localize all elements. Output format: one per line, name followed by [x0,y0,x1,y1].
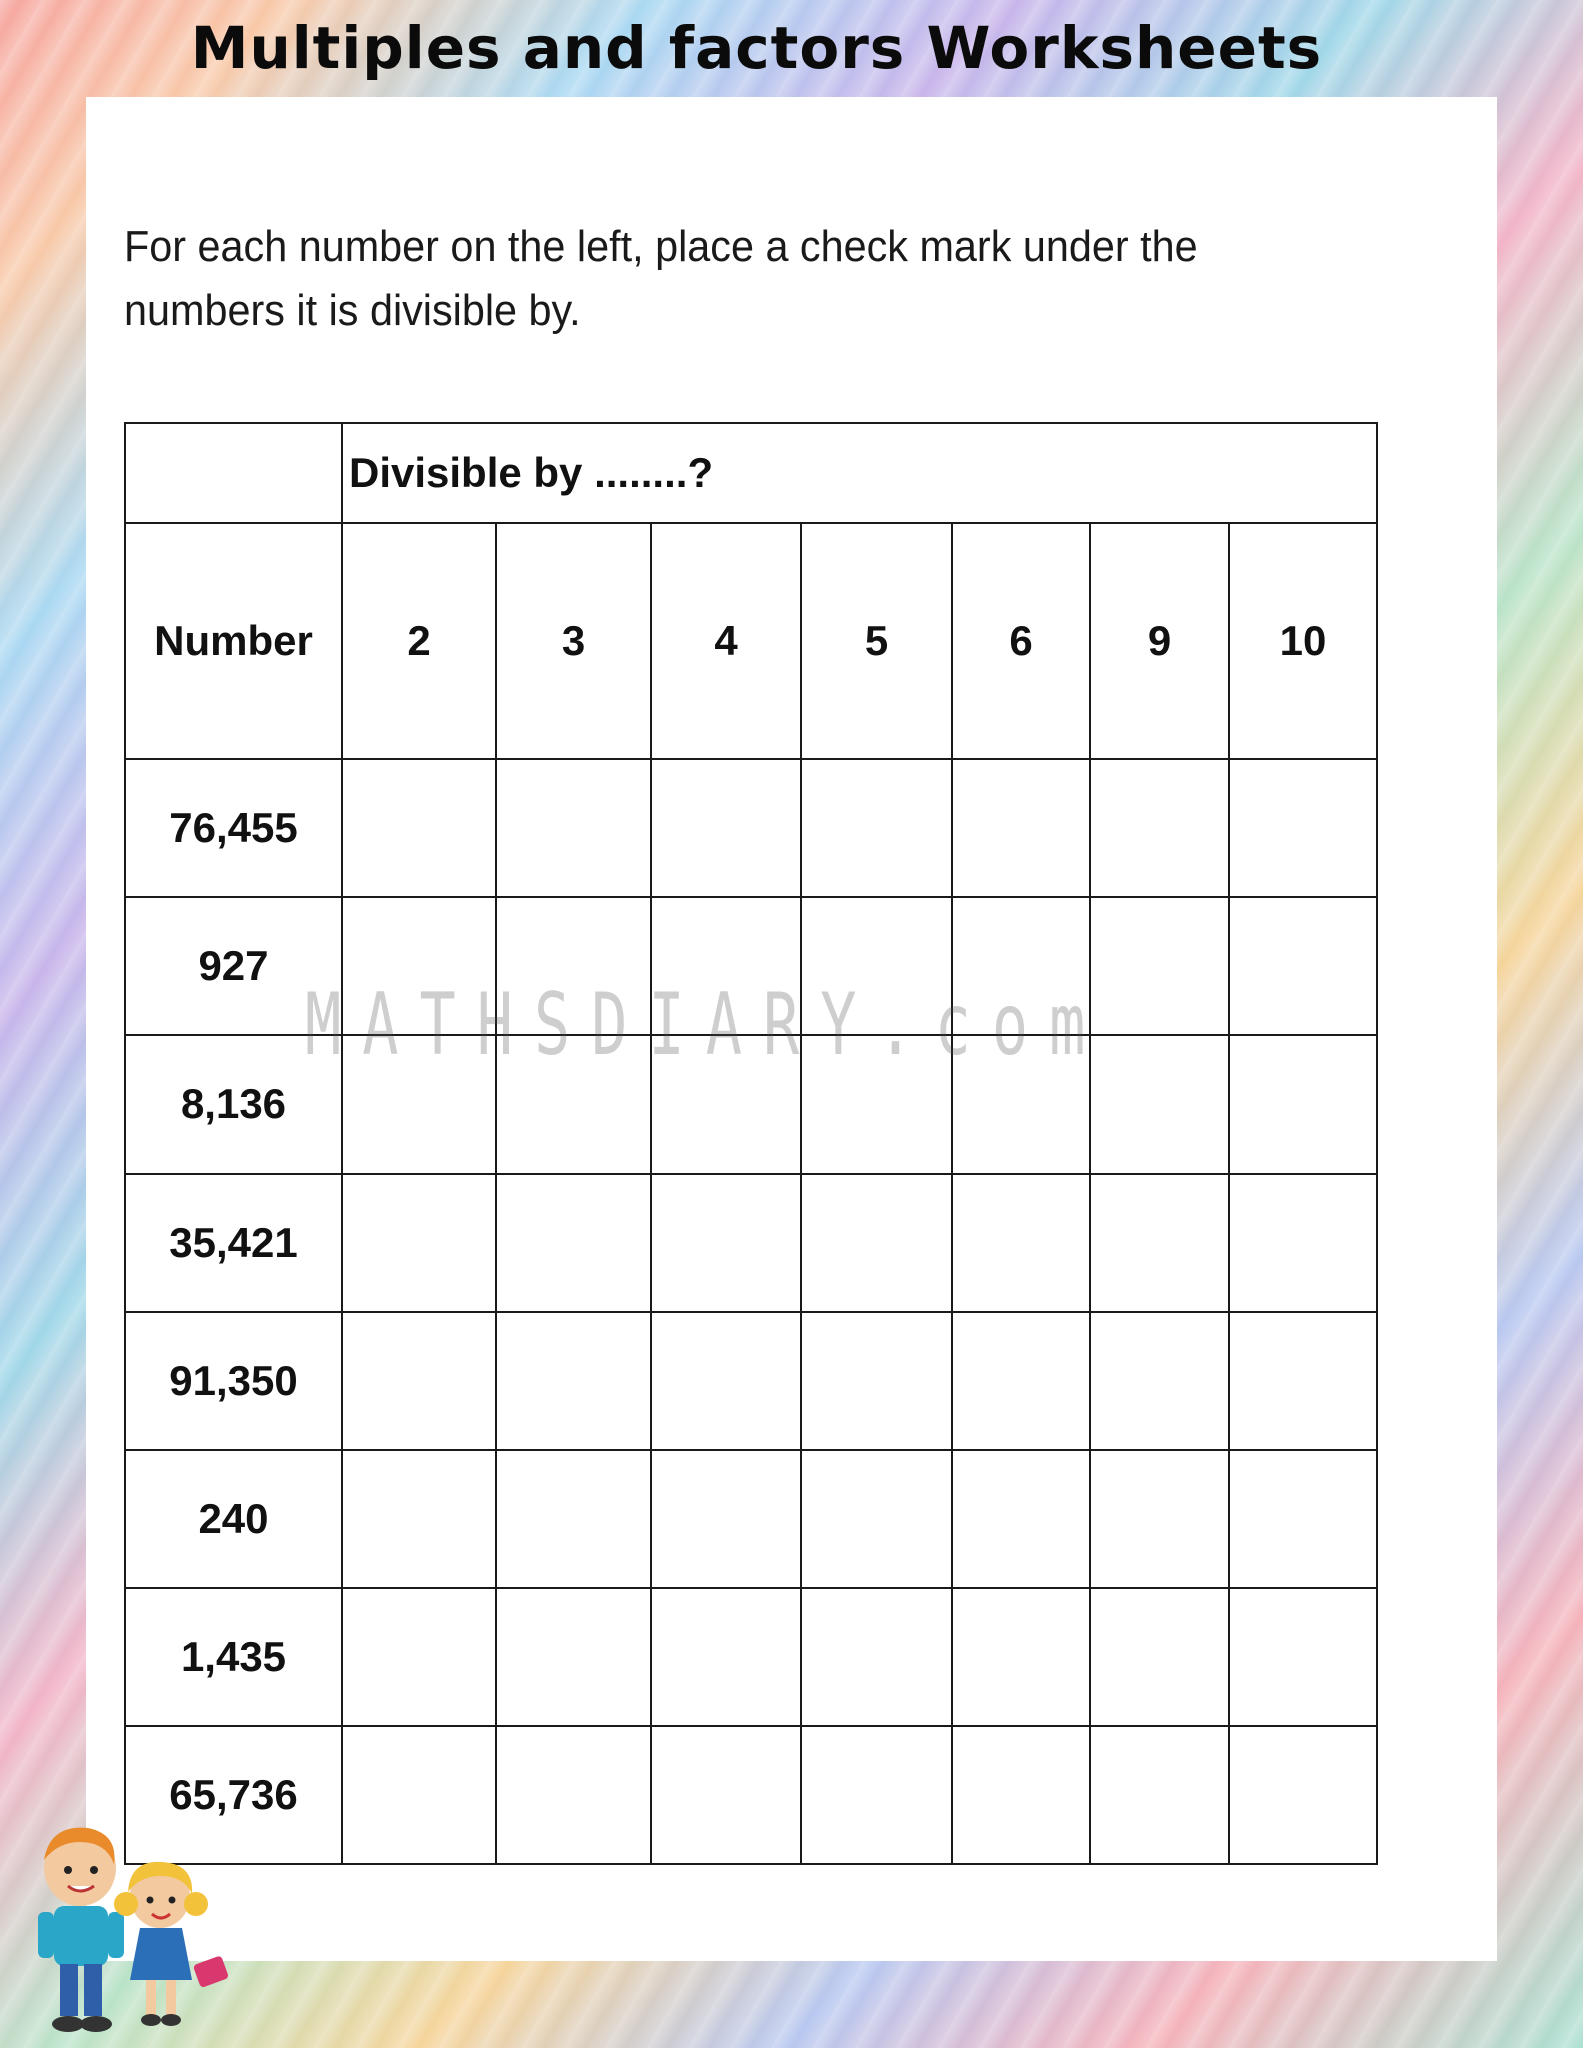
check-cell[interactable] [496,1174,651,1312]
check-cell[interactable] [496,1726,651,1864]
check-cell[interactable] [1090,897,1229,1035]
check-cell[interactable] [496,1588,651,1726]
table-row [125,1174,1377,1312]
worksheet-sheet [86,97,1497,1961]
check-cell[interactable] [496,1312,651,1450]
check-cell[interactable] [1229,1588,1377,1726]
check-cell[interactable] [1229,1726,1377,1864]
check-cell[interactable] [1090,1035,1229,1173]
divisor-header: 4 [651,523,801,759]
table-row [125,1450,1377,1588]
boy-figure [38,1828,124,2032]
number-cell: 76,455 [125,759,342,897]
table-row [125,897,1377,1035]
check-cell[interactable] [1229,1174,1377,1312]
divisor-header: 10 [1229,523,1377,759]
check-cell[interactable] [952,1174,1090,1312]
table-row [125,1588,1377,1726]
check-cell[interactable] [342,897,496,1035]
check-cell[interactable] [1229,759,1377,897]
check-cell[interactable] [952,1450,1090,1588]
check-cell[interactable] [651,1450,801,1588]
check-cell[interactable] [952,1312,1090,1450]
check-cell[interactable] [1090,759,1229,897]
kids-illustration [10,1820,240,2048]
check-cell[interactable] [496,1450,651,1588]
divisor-header: 9 [1090,523,1229,759]
number-cell: 927 [125,897,342,1035]
table-row [125,1726,1377,1864]
check-cell[interactable] [651,897,801,1035]
check-cell[interactable] [496,1035,651,1173]
check-cell[interactable] [651,1726,801,1864]
number-cell: 91,350 [125,1312,342,1450]
check-cell[interactable] [952,897,1090,1035]
number-cell: 1,435 [125,1588,342,1726]
check-cell[interactable] [801,1588,952,1726]
check-cell[interactable] [342,1174,496,1312]
check-cell[interactable] [651,1174,801,1312]
check-cell[interactable] [952,1035,1090,1173]
check-cell[interactable] [952,759,1090,897]
check-cell[interactable] [496,759,651,897]
number-column-header: Number [125,523,342,759]
table-group-header-row [125,423,1377,523]
table-row [125,1035,1377,1173]
check-cell[interactable] [1090,1588,1229,1726]
check-cell[interactable] [952,1588,1090,1726]
number-cell: 65,736 [125,1726,342,1864]
check-cell[interactable] [342,1450,496,1588]
table-corner-cell [125,423,342,523]
worksheet-title: Multiples and factors Worksheets [190,14,1323,82]
check-cell[interactable] [801,1726,952,1864]
check-cell[interactable] [1090,1312,1229,1450]
check-cell[interactable] [801,1174,952,1312]
instructions-text: For each number on the left, place a check mark under the numbers it is divisible by. [124,222,1198,335]
divisor-header: 5 [801,523,952,759]
check-cell[interactable] [342,759,496,897]
check-cell[interactable] [1229,897,1377,1035]
check-cell[interactable] [952,1726,1090,1864]
check-cell[interactable] [801,1035,952,1173]
table-row [125,759,1377,897]
check-cell[interactable] [342,1312,496,1450]
check-cell[interactable] [801,759,952,897]
number-cell: 35,421 [125,1174,342,1312]
number-cell: 240 [125,1450,342,1588]
table-header-row [125,523,1377,759]
check-cell[interactable] [342,1726,496,1864]
check-cell[interactable] [496,897,651,1035]
table-row [125,1312,1377,1450]
check-cell[interactable] [651,1588,801,1726]
check-cell[interactable] [651,759,801,897]
site-watermark: MATHSDIARY.com [305,975,1107,1075]
divisibility-table [124,422,1378,1865]
divisor-header: 6 [952,523,1090,759]
check-cell[interactable] [801,1450,952,1588]
girl-figure [114,1862,229,2026]
check-cell[interactable] [801,897,952,1035]
check-cell[interactable] [1090,1450,1229,1588]
divisible-by-header: Divisible by ........? [342,423,1377,523]
check-cell[interactable] [801,1312,952,1450]
number-cell: 8,136 [125,1035,342,1173]
check-cell[interactable] [1090,1726,1229,1864]
check-cell[interactable] [1229,1035,1377,1173]
divisor-header: 2 [342,523,496,759]
check-cell[interactable] [342,1035,496,1173]
check-cell[interactable] [1090,1174,1229,1312]
check-cell[interactable] [651,1312,801,1450]
check-cell[interactable] [1229,1450,1377,1588]
check-cell[interactable] [1229,1312,1377,1450]
check-cell[interactable] [651,1035,801,1173]
divisor-header: 3 [496,523,651,759]
check-cell[interactable] [342,1588,496,1726]
